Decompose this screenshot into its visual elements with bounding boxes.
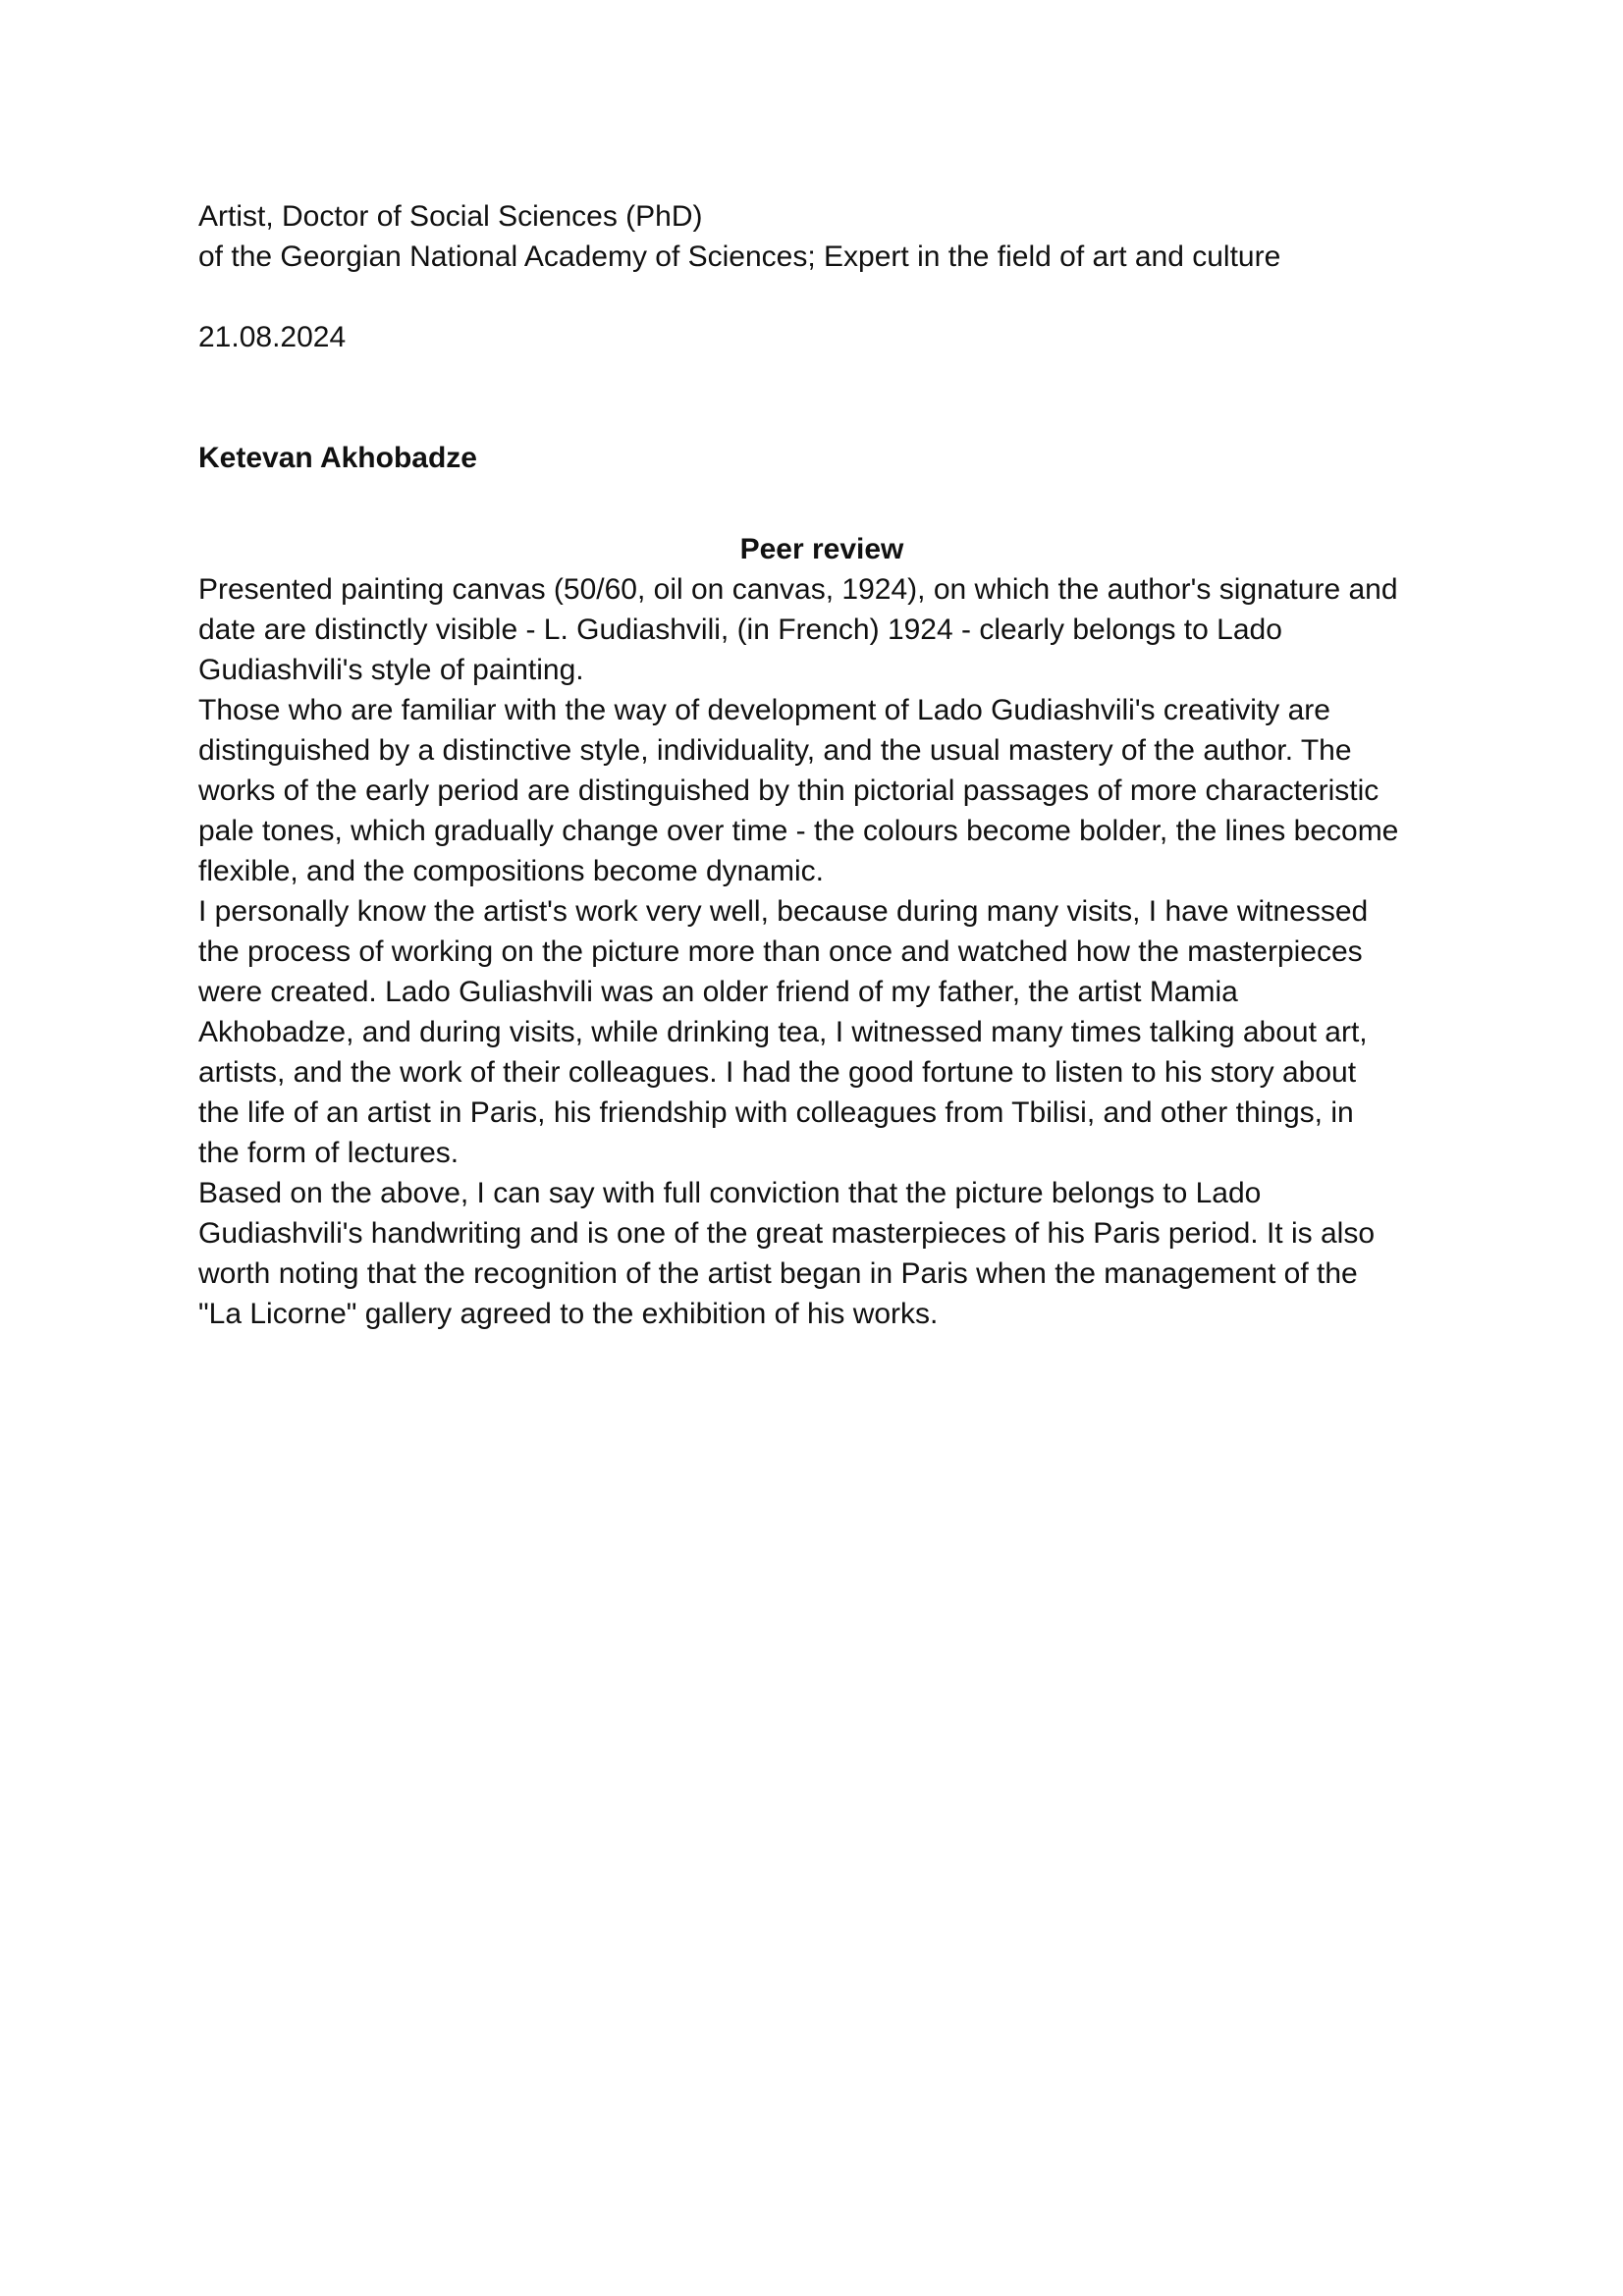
paragraph-line: were created. Lado Guliashvili was an older friend of my father, the artist Mamia — [198, 976, 1238, 1008]
paragraph-line: artists, and the work of their colleagues. I had the good fortune to listen to his story about — [198, 1056, 1357, 1089]
paragraph-line: pale tones, which gradually change over time - the colours become bolder, the lines become — [198, 815, 1399, 847]
paragraph-line: the form of lectures. — [198, 1137, 460, 1169]
paragraph-line: Those who are familiar with the way of development of Lado Gudiashvili's creativity are — [198, 694, 1330, 726]
paragraph-line: worth noting that the recognition of the artist began in Paris when the management of the — [198, 1257, 1358, 1290]
author-name: Ketevan Akhobadze — [198, 442, 477, 474]
paragraph-line: the process of working on the picture more than once and watched how the masterpieces — [198, 935, 1363, 968]
paragraph-line: distinguished by a distinctive style, individuality, and the usual mastery of the author. The — [198, 734, 1352, 767]
review-paragraph-3 — [198, 891, 1445, 1173]
spacer — [198, 357, 1445, 438]
document-date: 21.08.2024 — [198, 321, 347, 353]
review-paragraph-1 — [198, 569, 1445, 690]
paragraph-line: Gudiashvili's handwriting and is one of the great masterpieces of his Paris period. It is also — [198, 1217, 1376, 1250]
credential-line-2: of the Georgian National Academy of Sciences; Expert in the field of art and culture — [198, 240, 1281, 273]
paragraph-line: Based on the above, I can say with full conviction that the picture belongs to Lado — [198, 1177, 1262, 1209]
review-paragraph-2 — [198, 690, 1445, 891]
paragraph-line: date are distinctly visible - L. Gudiashvili, (in French) 1924 - clearly belongs to Lado — [198, 614, 1282, 646]
paragraph-line: Akhobadze, and during visits, while drinking tea, I witnessed many times talking about art, — [198, 1016, 1368, 1048]
paragraph-line: Presented painting canvas (50/60, oil on canvas, 1924), on which the author's signature and — [198, 573, 1398, 606]
paragraph-line: the life of an artist in Paris, his friendship with colleagues from Tbilisi, and other things, in — [198, 1096, 1354, 1129]
review-paragraph-4 — [198, 1173, 1445, 1334]
document-content — [198, 196, 1445, 1334]
paragraph-line: "La Licorne" gallery agreed to the exhibition of his works. — [198, 1298, 939, 1330]
paragraph-line: Gudiashvili's style of painting. — [198, 654, 584, 686]
paragraph-line: flexible, and the compositions become dynamic. — [198, 855, 825, 887]
review-title: Peer review — [739, 533, 904, 565]
credential-line-1: Artist, Doctor of Social Sciences (PhD) — [198, 200, 703, 233]
paragraph-line: I personally know the artist's work very well, because during many visits, I have witnessed — [198, 895, 1369, 928]
paragraph-line: works of the early period are distinguished by thin pictorial passages of more characteristic — [198, 774, 1380, 807]
spacer — [198, 277, 1445, 317]
